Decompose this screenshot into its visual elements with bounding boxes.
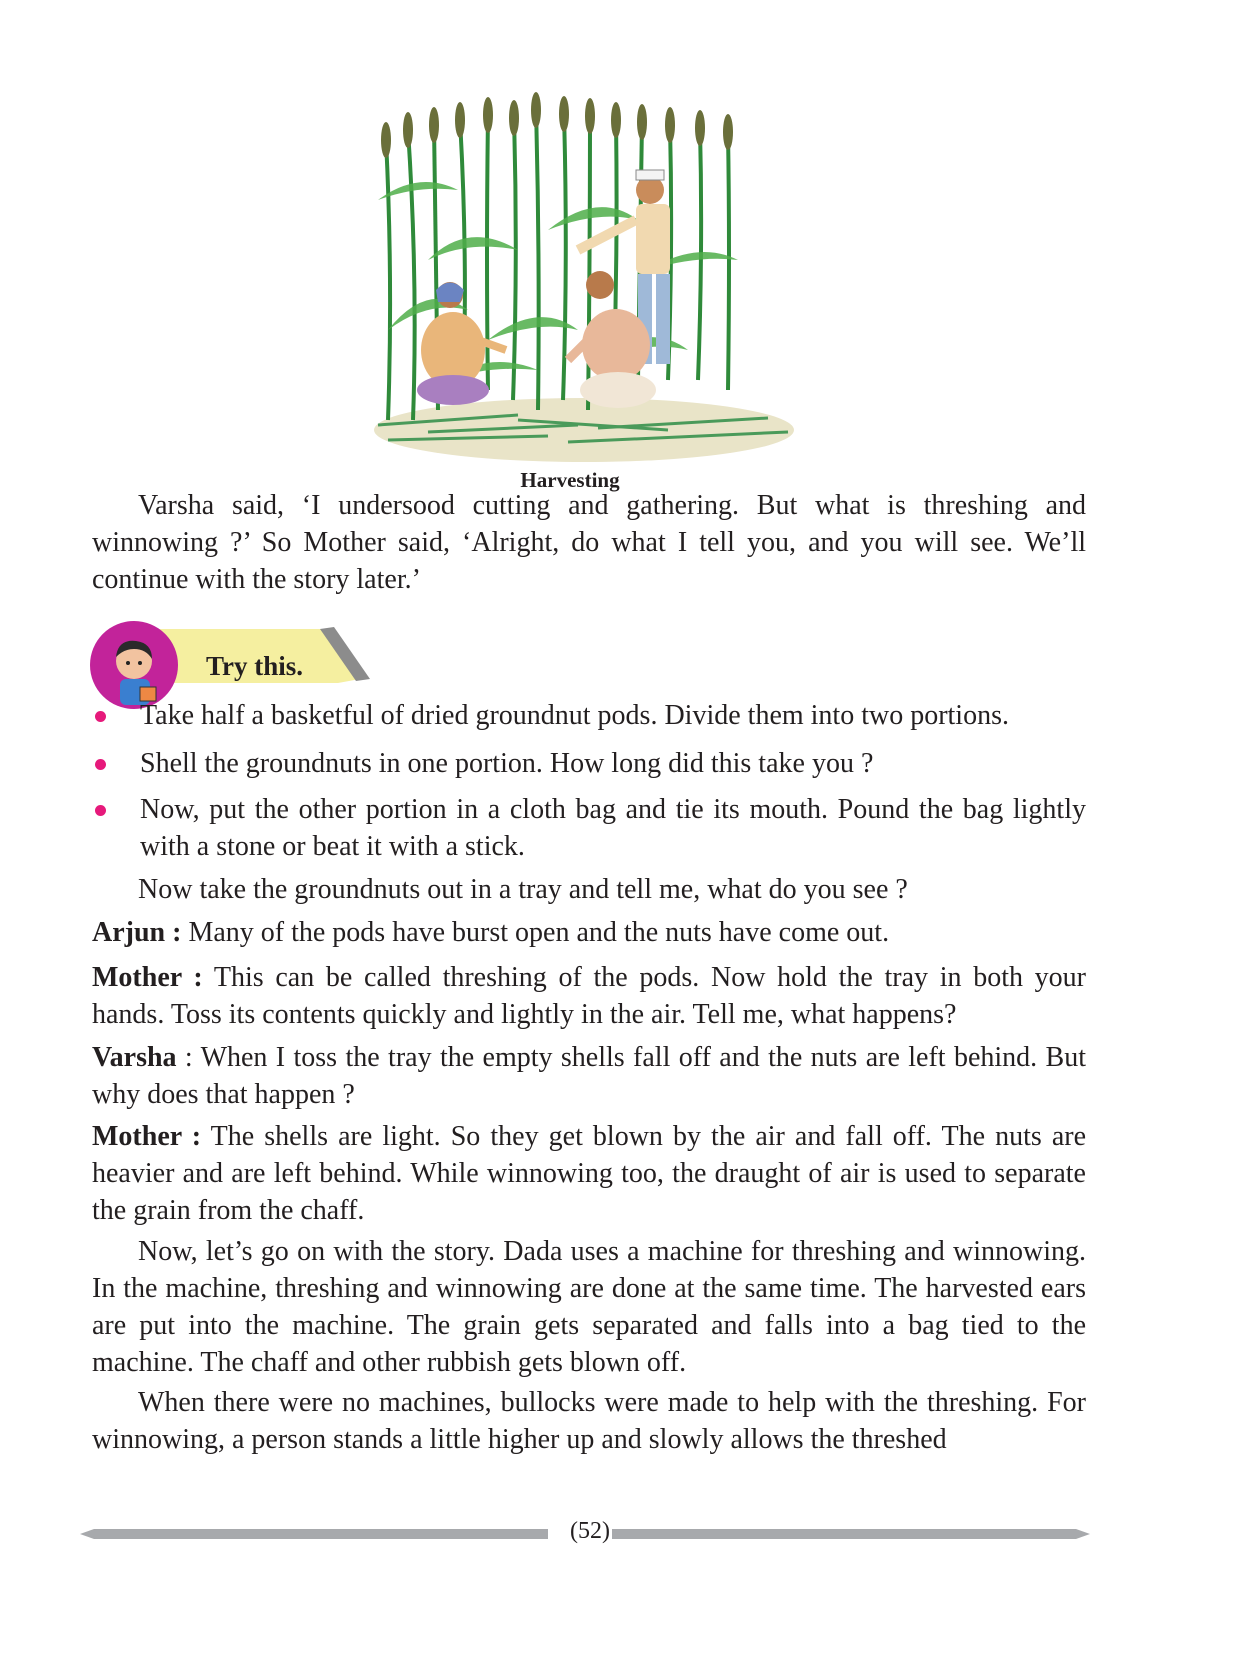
bullet-dot <box>95 759 106 770</box>
dialogue-text: This can be called threshing of the pods. Now hold the tray in both your hands. Toss its contents quickly and lightly in the air. Tell me, what happens? <box>92 962 1087 1030</box>
figure-caption: Harvesting <box>520 468 620 492</box>
intro-paragraph: Varsha said, ‘I undersood cutting and gathering. But what is threshing and winnowing ?’ So Mother said, ‘Alright, do what I tell you, and you will see. We’ll continue with the story later.’ <box>92 490 1086 595</box>
harvesting-illustration <box>368 80 800 470</box>
dialogue-text: The shells are light. So they get blown by the air and fall off. The nuts are heavier and are left behind. While winnowing too, the draught of air is used to separate the grain from the chaff. <box>92 1121 1087 1226</box>
list-item: Take half a basketful of dried groundnut pods. Divide them into two portions. <box>140 700 1009 731</box>
story-paragraph: Now, let’s go on with the story. Dada uses a machine for threshing and winnowing. In the machine, threshing and winnowing are done at the same time. The harvested ears are put into the machine. The grain gets separated and falls into a bag tied to the machine. The chaff and other rubbish gets blown off. <box>92 1236 1086 1378</box>
list-item: Shell the groundnuts in one portion. How long did this take you ? <box>140 748 874 779</box>
dialogue-line <box>92 1039 1086 1113</box>
page-number: (52) <box>570 1518 610 1544</box>
list-item: Now, put the other portion in a cloth bag and tie its mouth. Pound the bag lightly with a stone or beat it with a stick. <box>140 794 1086 862</box>
dialogue-line <box>92 959 1086 1033</box>
speaker-name: Mother : <box>92 1121 202 1152</box>
dialogue-line <box>92 1118 1086 1229</box>
bullet-dot <box>95 805 106 816</box>
speaker-name: Mother : <box>92 962 203 993</box>
speaker-name: Arjun : <box>92 917 182 948</box>
dialogue-line <box>92 914 1086 951</box>
try-this-label: Try this. <box>206 651 304 681</box>
speaker-name: Varsha <box>92 1042 177 1073</box>
final-paragraph: When there were no machines, bullocks were made to help with the threshing. For winnowing, a person stands a little higher up and slowly allows the threshed <box>92 1387 1086 1455</box>
dialogue-text: Many of the pods have burst open and the nuts have come out. <box>181 917 890 948</box>
question-line: Now take the groundnuts out in a tray and tell me, what do you see ? <box>138 874 908 905</box>
bullet-dot <box>95 711 106 722</box>
dialogue-text: : When I toss the tray the empty shells fall off and the nuts are left behind. But why does that happen ? <box>92 1042 1086 1110</box>
